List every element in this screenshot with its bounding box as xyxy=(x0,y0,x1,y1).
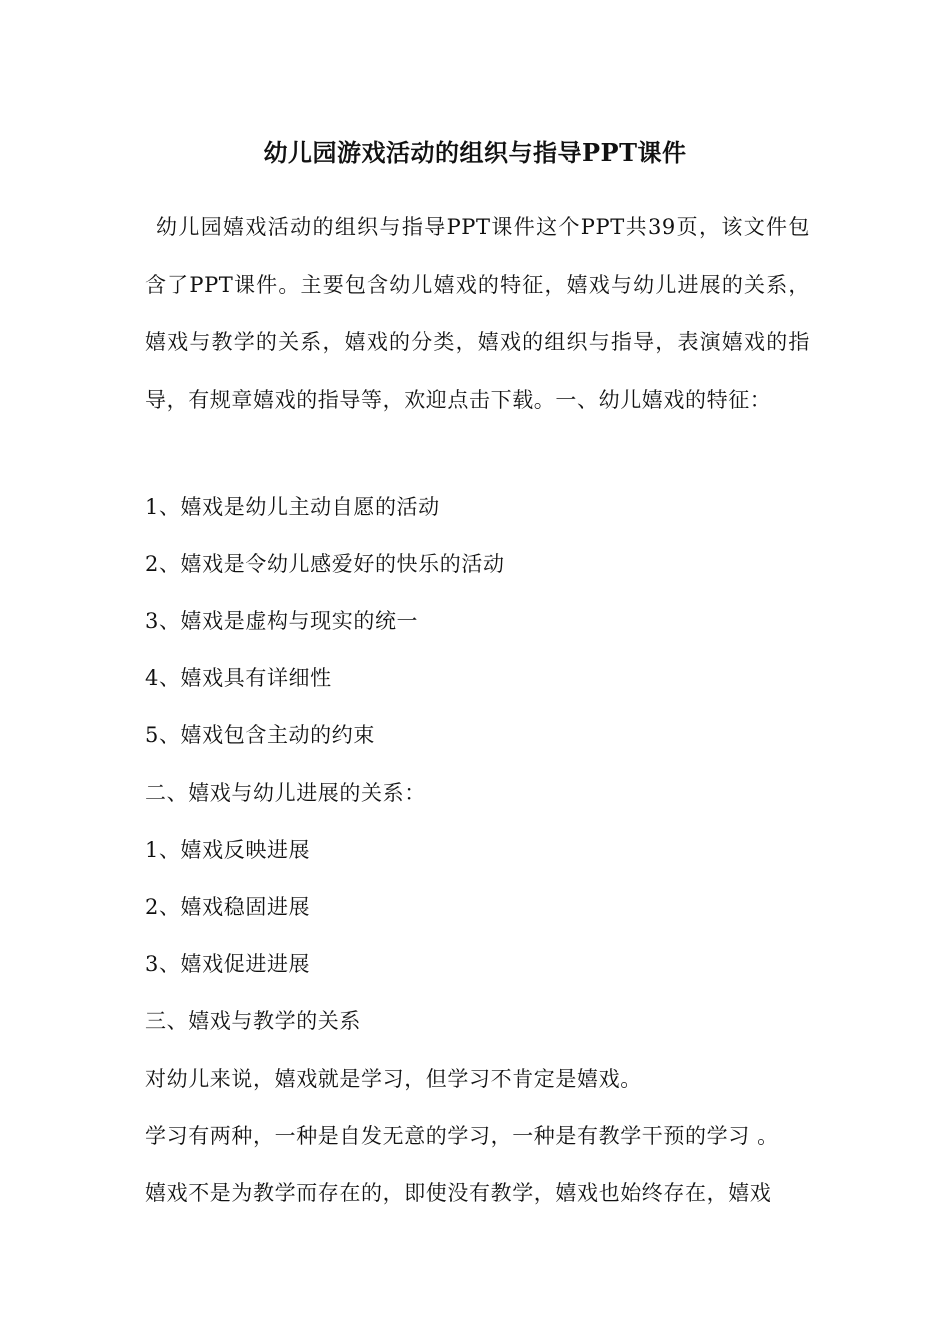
document-title: 幼儿园游戏活动的组织与指导PPT课件 xyxy=(263,138,687,167)
text-line-1: 1、嬉戏是幼儿主动自愿的活动 xyxy=(145,495,440,519)
intro-paragraph: 幼儿园嬉戏活动的组织与指导PPT课件这个PPT共39页，该文件包含了PPT课件。主要包含幼儿嬉戏的特征，嬉戏与幼儿进展的关系，嬉戏与教学的关系，嬉戏的分类，嬉戏的组织与指导，表演嬉戏的指导，有规章嬉戏的指导等，欢迎点击下载。一、幼儿嬉戏的特征： xyxy=(145,215,810,412)
text-line-13: 嬉戏不是为教学而存在的，即使没有教学，嬉戏也始终存在，嬉戏 xyxy=(145,1181,772,1205)
section-heading-2: 二、嬉戏与幼儿进展的关系： xyxy=(145,781,426,805)
section-heading-3: 三、嬉戏与教学的关系 xyxy=(145,1009,361,1033)
text-line-7: 1、嬉戏反映进展 xyxy=(145,838,311,862)
text-line-8: 2、嬉戏稳固进展 xyxy=(145,895,311,919)
text-line-4: 4、嬉戏具有详细性 xyxy=(145,666,332,690)
text-line-12: 学习有两种，一种是自发无意的学习，一种是有教学干预的学习 。 xyxy=(145,1124,779,1148)
text-line-5: 5、嬉戏包含主动的约束 xyxy=(145,723,375,747)
text-line-2: 2、嬉戏是令幼儿感爱好的快乐的活动 xyxy=(145,552,505,576)
text-line-3: 3、嬉戏是虚构与现实的统一 xyxy=(145,609,419,633)
text-line-9: 3、嬉戏促进进展 xyxy=(145,952,311,976)
text-line-11: 对幼儿来说，嬉戏就是学习，但学习不肯定是嬉戏。 xyxy=(145,1067,642,1091)
